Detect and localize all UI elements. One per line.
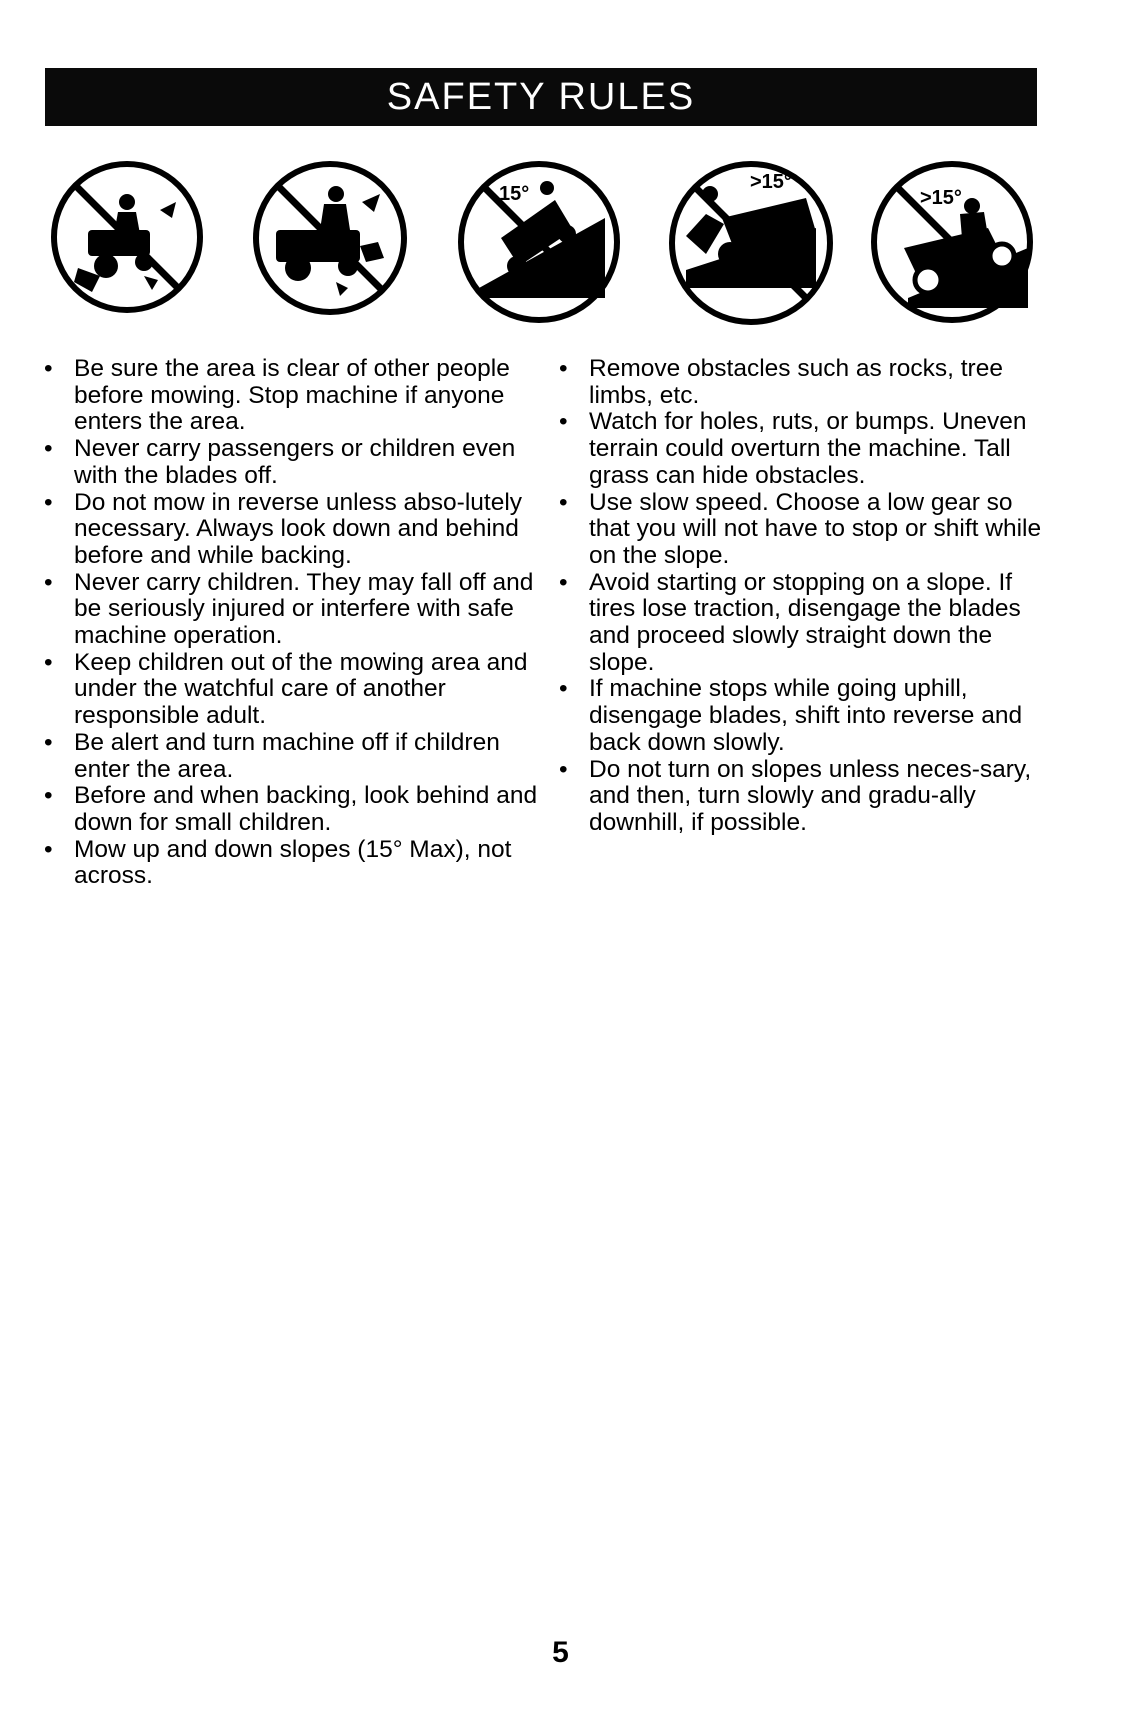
- rule-item: • If machine stops while going uphill, disengage blades, shift into reverse and back down slowly.: [555, 676, 1060, 756]
- rule-item: • Never carry children. They may fall off and be seriously injured or interfere with safe machine operation.: [40, 570, 540, 650]
- rule-item: • Remove obstacles such as rocks, tree limbs, etc.: [555, 356, 1060, 409]
- rule-item: • Avoid starting or stopping on a slope. If tires lose traction, disengage the blades and proceed slowly straight down the slope.: [555, 570, 1060, 677]
- rules-right-column: [555, 356, 1060, 837]
- rule-item: • Do not turn on slopes unless neces-sary, and then, turn slowly and gradu-ally downhill, if possible.: [555, 757, 1060, 837]
- slope-max-15-icon: [455, 158, 623, 326]
- no-passengers-icon: [250, 158, 410, 318]
- rule-item: • Never carry passengers or children even with the blades off.: [40, 436, 540, 489]
- rule-item: • Be sure the area is clear of other people before mowing. Stop machine if anyone enters the area.: [40, 356, 540, 436]
- no-across-slope-icon: [868, 158, 1036, 326]
- rule-item: • Be alert and turn machine off if children enter the area.: [40, 730, 540, 783]
- rule-item: • Watch for holes, ruts, or bumps. Uneven terrain could overturn the machine. Tall grass can hide obstacles.: [555, 409, 1060, 489]
- rules-left-column: [40, 356, 540, 890]
- rule-item: • Before and when backing, look behind and down for small children.: [40, 783, 540, 836]
- rule-item: • Do not mow in reverse unless abso-lutely necessary. Always look down and behind before and while backing.: [40, 490, 540, 570]
- slope-angle-label-1: 15°: [499, 183, 530, 205]
- rule-item: • Keep children out of the mowing area and under the watchful care of another responsible adult.: [40, 650, 540, 730]
- page-number: 5: [552, 1636, 569, 1669]
- page-title: SAFETY RULES: [386, 75, 696, 118]
- slope-angle-label-3: >15°: [920, 187, 962, 209]
- slope-angle-label-2: >15°: [750, 171, 792, 193]
- title-banner: [45, 68, 1037, 126]
- rule-item: • Use slow speed. Choose a low gear so that you will not have to stop or shift while on the slope.: [555, 490, 1060, 570]
- slope-over-15-icon: [666, 158, 836, 328]
- no-bystanders-icon: [48, 158, 206, 316]
- rule-item: • Mow up and down slopes (15° Max), not across.: [40, 837, 540, 890]
